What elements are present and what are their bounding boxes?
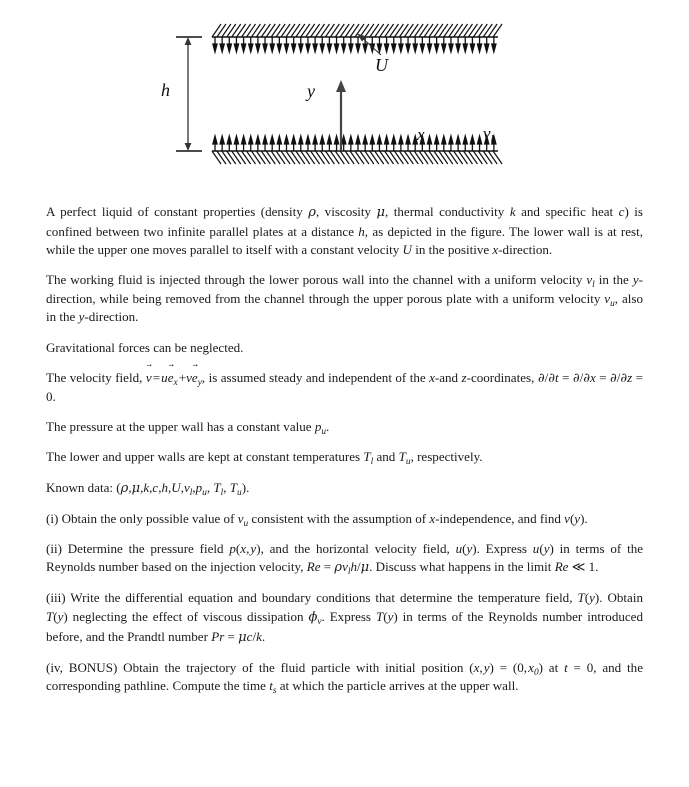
suction-arrow-head	[427, 44, 431, 52]
injection-arrow-head	[313, 136, 317, 144]
injection-arrow-head	[470, 136, 474, 144]
hatch-stroke	[335, 24, 344, 37]
paragraph-gravity: Gravitational forces can be neglected.	[46, 339, 244, 355]
y-axis-arrowhead	[336, 80, 346, 92]
hatch-stroke	[444, 151, 453, 164]
suction-arrow-head	[463, 44, 467, 52]
hatch-stroke	[276, 24, 285, 37]
hatch-stroke	[316, 24, 325, 37]
hatch-stroke	[296, 151, 305, 164]
suction-arrow-head	[456, 44, 460, 52]
hatch-stroke	[473, 151, 482, 164]
suction-arrow-head	[299, 44, 303, 52]
figure-label-x-axis: x	[417, 125, 425, 144]
hatch-stroke	[242, 24, 251, 37]
hatch-stroke	[251, 151, 260, 164]
hatch-stroke	[424, 151, 433, 164]
injection-arrow-head	[220, 136, 224, 144]
hatch-stroke	[414, 24, 423, 37]
suction-arrow-head	[392, 44, 396, 52]
suction-arrow-head	[284, 44, 288, 52]
suction-arrow-head	[399, 44, 403, 52]
suction-arrow-head	[220, 44, 224, 52]
hatch-stroke	[345, 151, 354, 164]
hatch-stroke	[232, 24, 241, 37]
suction-arrow-head	[313, 44, 317, 52]
hatch-stroke	[483, 24, 492, 37]
gap-dimension-arrowhead-up	[185, 37, 192, 45]
hatch-stroke	[459, 24, 468, 37]
hatch-stroke	[291, 151, 300, 164]
paragraph-injection: The working fluid is injected through the lower porous wall into the channel with a uniform velocity $v_l$ in the y-direction, while being removed from the channel through the upper porous plate with a uniform velocity $v_u$, also in the y-direction.	[46, 272, 643, 325]
hatch-stroke	[459, 151, 468, 164]
injection-arrow-head	[463, 136, 467, 144]
suction-arrow-head	[227, 44, 231, 52]
suction-arrow-head	[406, 44, 410, 52]
hatch-stroke	[370, 24, 379, 37]
hatch-stroke	[429, 24, 438, 37]
hatch-stroke	[340, 151, 349, 164]
hatch-stroke	[212, 24, 221, 37]
hatch-stroke	[242, 151, 251, 164]
hatch-stroke	[266, 24, 275, 37]
injection-arrow-head	[227, 136, 231, 144]
hatch-stroke	[261, 24, 270, 37]
hatch-stroke	[468, 151, 477, 164]
injection-arrow-head	[456, 136, 460, 144]
hatch-stroke	[394, 24, 403, 37]
hatch-stroke	[429, 151, 438, 164]
paragraph-intro: A perfect liquid of constant properties (density ρ, viscosity μ, thermal conductivity k and specific heat c) is confined between two infinite parallel plates at a distance h, as depicted in the figure. The lower wall is at rest, while the upper one moves parallel to itself with a constant velocity U in the positive x-direction.	[46, 204, 643, 258]
injection-arrow-head	[427, 136, 431, 144]
injection-arrow-head	[356, 136, 360, 144]
suction-arrow-head	[477, 44, 481, 52]
gap-dimension	[176, 37, 202, 151]
suction-arrow-head	[327, 44, 331, 52]
suction-arrow-head	[377, 44, 381, 52]
hatch-stroke	[320, 151, 329, 164]
suction-arrow-head	[342, 44, 346, 52]
suction-arrow-head	[256, 44, 260, 52]
suction-arrow-head	[485, 44, 489, 52]
hatch-stroke	[399, 151, 408, 164]
figure-label-gap-h: h	[161, 80, 170, 100]
hatch-stroke	[375, 24, 384, 37]
hatch-stroke	[301, 151, 310, 164]
hatch-stroke	[286, 151, 295, 164]
hatch-stroke	[404, 24, 413, 37]
figure-label-upper-wall-velocity-U: U	[375, 55, 388, 75]
paragraph-part-iii: (iii) Write the differential equation and boundary conditions that determine the temperature field, T(y). Obtain T(y) neglecting the effect of viscous dissipation $\phi_v$. Express T(y) in terms of the Reynolds number introduced before, and the Prandtl number Pr = μc/k.	[46, 590, 643, 645]
hatch-stroke	[222, 151, 231, 164]
injection-arrow-head	[213, 136, 217, 144]
injection-arrow-head	[377, 136, 381, 144]
paragraph-known-data: Known data: ($\rho,\mu,k,c,h,U,v_l,p_u$, $T_l$, $T_u$).	[46, 479, 250, 498]
hatch-stroke	[217, 24, 226, 37]
hatch-stroke	[311, 24, 320, 37]
injection-arrow-head	[385, 136, 389, 144]
suction-arrow-head	[470, 44, 474, 52]
hatch-stroke	[325, 151, 334, 164]
hatch-stroke	[261, 151, 270, 164]
hatch-stroke	[409, 24, 418, 37]
hatch-stroke	[434, 24, 443, 37]
suction-arrow-head	[249, 44, 253, 52]
hatch-stroke	[247, 24, 256, 37]
hatch-stroke	[370, 151, 379, 164]
injection-arrow-head	[334, 136, 338, 144]
hatch-stroke	[350, 151, 359, 164]
hatch-stroke	[212, 151, 221, 164]
hatch-stroke	[493, 151, 502, 164]
hatch-stroke	[478, 151, 487, 164]
injection-arrow-head	[284, 136, 288, 144]
paragraph-temperatures: The lower and upper walls are kept at constant temperatures $T_l$ and $T_u$, respectively.	[46, 449, 483, 468]
hatch-stroke	[454, 151, 463, 164]
suction-arrow-head	[449, 44, 453, 52]
hatch-stroke	[360, 151, 369, 164]
hatch-stroke	[488, 24, 497, 37]
hatch-stroke	[434, 151, 443, 164]
hatch-stroke	[390, 151, 399, 164]
hatch-stroke	[281, 151, 290, 164]
parallel-porous-plates-diagram	[0, 0, 689, 195]
suction-arrow-head	[277, 44, 281, 52]
hatch-stroke	[330, 24, 339, 37]
injection-arrow-head	[442, 136, 446, 144]
hatch-stroke	[404, 151, 413, 164]
injection-arrow-head	[277, 136, 281, 144]
hatch-stroke	[345, 24, 354, 37]
injection-arrow-head	[306, 136, 310, 144]
hatch-stroke	[449, 24, 458, 37]
hatch-stroke	[439, 151, 448, 164]
hatch-stroke	[335, 151, 344, 164]
hatch-stroke	[399, 24, 408, 37]
hatch-stroke	[266, 151, 275, 164]
hatch-stroke	[449, 151, 458, 164]
injection-arrow-head	[292, 136, 296, 144]
suction-arrow-head	[435, 44, 439, 52]
upper-wall-hatching	[212, 24, 502, 37]
injection-arrow-head	[435, 136, 439, 144]
lower-wall-group	[212, 136, 502, 164]
injection-arrow-head	[363, 136, 367, 144]
suction-arrow-head	[356, 44, 360, 52]
hatch-stroke	[394, 151, 403, 164]
hatch-stroke	[237, 151, 246, 164]
hatch-stroke	[306, 24, 315, 37]
hatch-stroke	[385, 151, 394, 164]
hatch-stroke	[306, 151, 315, 164]
suction-arrow-head	[413, 44, 417, 52]
injection-arrow-head	[299, 136, 303, 144]
hatch-stroke	[385, 24, 394, 37]
injection-arrow-head	[249, 136, 253, 144]
suction-arrow-head	[334, 44, 338, 52]
paragraph-part-iv: (iv, BONUS) Obtain the trajectory of the fluid particle with initial position (x, y) = (0, $x_0$) at t = 0, and the corresponding pathline. Compute the time $t_s$ at which the particle arrives at the upper wall.	[46, 659, 643, 697]
suction-arrow-head	[442, 44, 446, 52]
hatch-stroke	[217, 151, 226, 164]
hatch-stroke	[473, 24, 482, 37]
hatch-stroke	[316, 151, 325, 164]
paragraph-part-i: (i) Obtain the only possible value of $v_u$ consistent with the assumption of x-independence, and find v(y).	[46, 510, 588, 529]
channel-figure-area	[0, 0, 689, 195]
suction-arrow-head	[492, 44, 496, 52]
hatch-stroke	[320, 24, 329, 37]
hatch-stroke	[444, 24, 453, 37]
injection-arrow-head	[327, 136, 331, 144]
hatch-stroke	[355, 151, 364, 164]
injection-arrow-head	[242, 136, 246, 144]
injection-arrow-head	[320, 136, 324, 144]
suction-arrow-head	[213, 44, 217, 52]
hatch-stroke	[247, 151, 256, 164]
hatch-stroke	[380, 24, 389, 37]
hatch-stroke	[454, 24, 463, 37]
hatch-stroke	[222, 24, 231, 37]
suction-arrow-head	[242, 44, 246, 52]
injection-velocity-symbol: v	[483, 124, 491, 143]
figure-label-injection-velocity	[483, 124, 494, 145]
hatch-stroke	[286, 24, 295, 37]
hatch-stroke	[488, 151, 497, 164]
hatch-stroke	[281, 24, 290, 37]
hatch-stroke	[468, 24, 477, 37]
paragraph-part-ii: (ii) Determine the pressure field p(x, y), and the horizontal velocity field, u(y). Express u(y) in terms of the Reynolds number based on the injection velocity, $Re = \rho v_lh/\mu$. Discuss what happens in the limit Re ≪ 1.	[46, 540, 644, 578]
suction-arrow-head	[349, 44, 353, 52]
injection-arrow-head	[370, 136, 374, 144]
injection-velocity-subscript: l	[490, 133, 494, 146]
hatch-stroke	[483, 151, 492, 164]
injection-arrow-head	[234, 136, 238, 144]
injection-arrow-head	[270, 136, 274, 144]
hatch-stroke	[350, 24, 359, 37]
hatch-stroke	[227, 24, 236, 37]
injection-arrow-head	[342, 136, 346, 144]
injection-arrow-head	[349, 136, 353, 144]
hatch-stroke	[493, 24, 502, 37]
hatch-stroke	[380, 151, 389, 164]
hatch-stroke	[375, 151, 384, 164]
upper-wall-suction-arrows	[213, 37, 496, 52]
injection-arrow-head	[477, 136, 481, 144]
suction-arrow-head	[320, 44, 324, 52]
hatch-stroke	[365, 24, 374, 37]
hatch-stroke	[439, 24, 448, 37]
suction-arrow-head	[270, 44, 274, 52]
hatch-stroke	[256, 24, 265, 37]
hatch-stroke	[301, 24, 310, 37]
hatch-stroke	[276, 151, 285, 164]
hatch-stroke	[390, 24, 399, 37]
hatch-stroke	[251, 24, 260, 37]
hatch-stroke	[414, 151, 423, 164]
suction-arrow-head	[234, 44, 238, 52]
figure-label-y-axis: y	[307, 81, 315, 101]
suction-arrow-head	[385, 44, 389, 52]
hatch-stroke	[237, 24, 246, 37]
hatch-stroke	[291, 24, 300, 37]
hatch-stroke	[409, 151, 418, 164]
hatch-stroke	[296, 24, 305, 37]
paragraph-velocity-field: The velocity field, v → = ue $\to_x$ $+ve \to_y$, is assumed steady and independent of the x-and z-coordinates, ∂/∂t = ∂/∂x = ∂/∂z = 0.	[46, 369, 643, 407]
hatch-stroke	[256, 151, 265, 164]
hatch-stroke	[271, 151, 280, 164]
hatch-stroke	[227, 151, 236, 164]
hatch-stroke	[271, 24, 280, 37]
hatch-stroke	[463, 24, 472, 37]
suction-arrow-head	[292, 44, 296, 52]
hatch-stroke	[311, 151, 320, 164]
injection-arrow-head	[449, 136, 453, 144]
lower-wall-hatching	[212, 151, 502, 164]
hatch-stroke	[478, 24, 487, 37]
hatch-stroke	[330, 151, 339, 164]
hatch-stroke	[463, 151, 472, 164]
hatch-stroke	[365, 151, 374, 164]
paragraph-pressure: The pressure at the upper wall has a constant value $p_u$.	[46, 419, 330, 438]
problem-statement-text	[46, 203, 643, 696]
gap-dimension-arrowhead-down	[185, 143, 192, 151]
injection-arrow-head	[406, 136, 410, 144]
hatch-stroke	[424, 24, 433, 37]
hatch-stroke	[340, 24, 349, 37]
hatch-stroke	[419, 151, 428, 164]
suction-arrow-head	[363, 44, 367, 52]
suction-arrow-head	[306, 44, 310, 52]
injection-arrow-head	[256, 136, 260, 144]
suction-arrow-head	[420, 44, 424, 52]
hatch-stroke	[419, 24, 428, 37]
hatch-stroke	[232, 151, 241, 164]
lower-wall-injection-arrows	[213, 136, 496, 151]
injection-arrow-head	[399, 136, 403, 144]
upper-wall-group	[212, 24, 502, 52]
injection-arrow-head	[263, 136, 267, 144]
suction-arrow-head	[263, 44, 267, 52]
injection-arrow-head	[392, 136, 396, 144]
hatch-stroke	[325, 24, 334, 37]
